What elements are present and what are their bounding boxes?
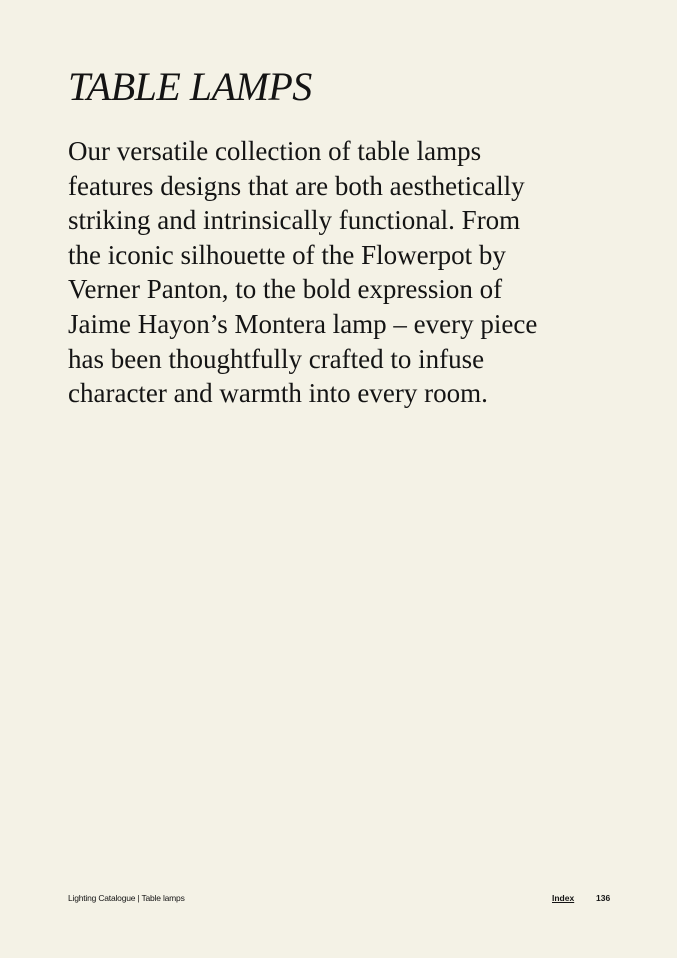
- index-link[interactable]: Index: [552, 893, 575, 903]
- breadcrumb: Lighting Catalogue | Table lamps: [68, 893, 185, 903]
- page-footer: [68, 891, 610, 905]
- intro-line: Jaime Hayon’s Montera lamp – every piece: [68, 308, 538, 339]
- intro-line: the iconic silhouette of the Flowerpot by: [68, 239, 506, 270]
- intro-paragraph: [68, 134, 558, 411]
- page-title: TABLE LAMPS: [68, 64, 312, 109]
- intro-line: has been thoughtfully crafted to infuse: [68, 343, 485, 374]
- intro-line: features designs that are both aesthetically: [68, 170, 525, 201]
- intro-line: Our versatile collection of table lamps: [68, 136, 482, 166]
- intro-line: Verner Panton, to the bold expression of: [68, 274, 503, 305]
- intro-line: striking and intrinsically functional. From: [68, 205, 521, 236]
- page-number: 136: [596, 893, 611, 903]
- intro-line: character and warmth into every room.: [68, 378, 488, 409]
